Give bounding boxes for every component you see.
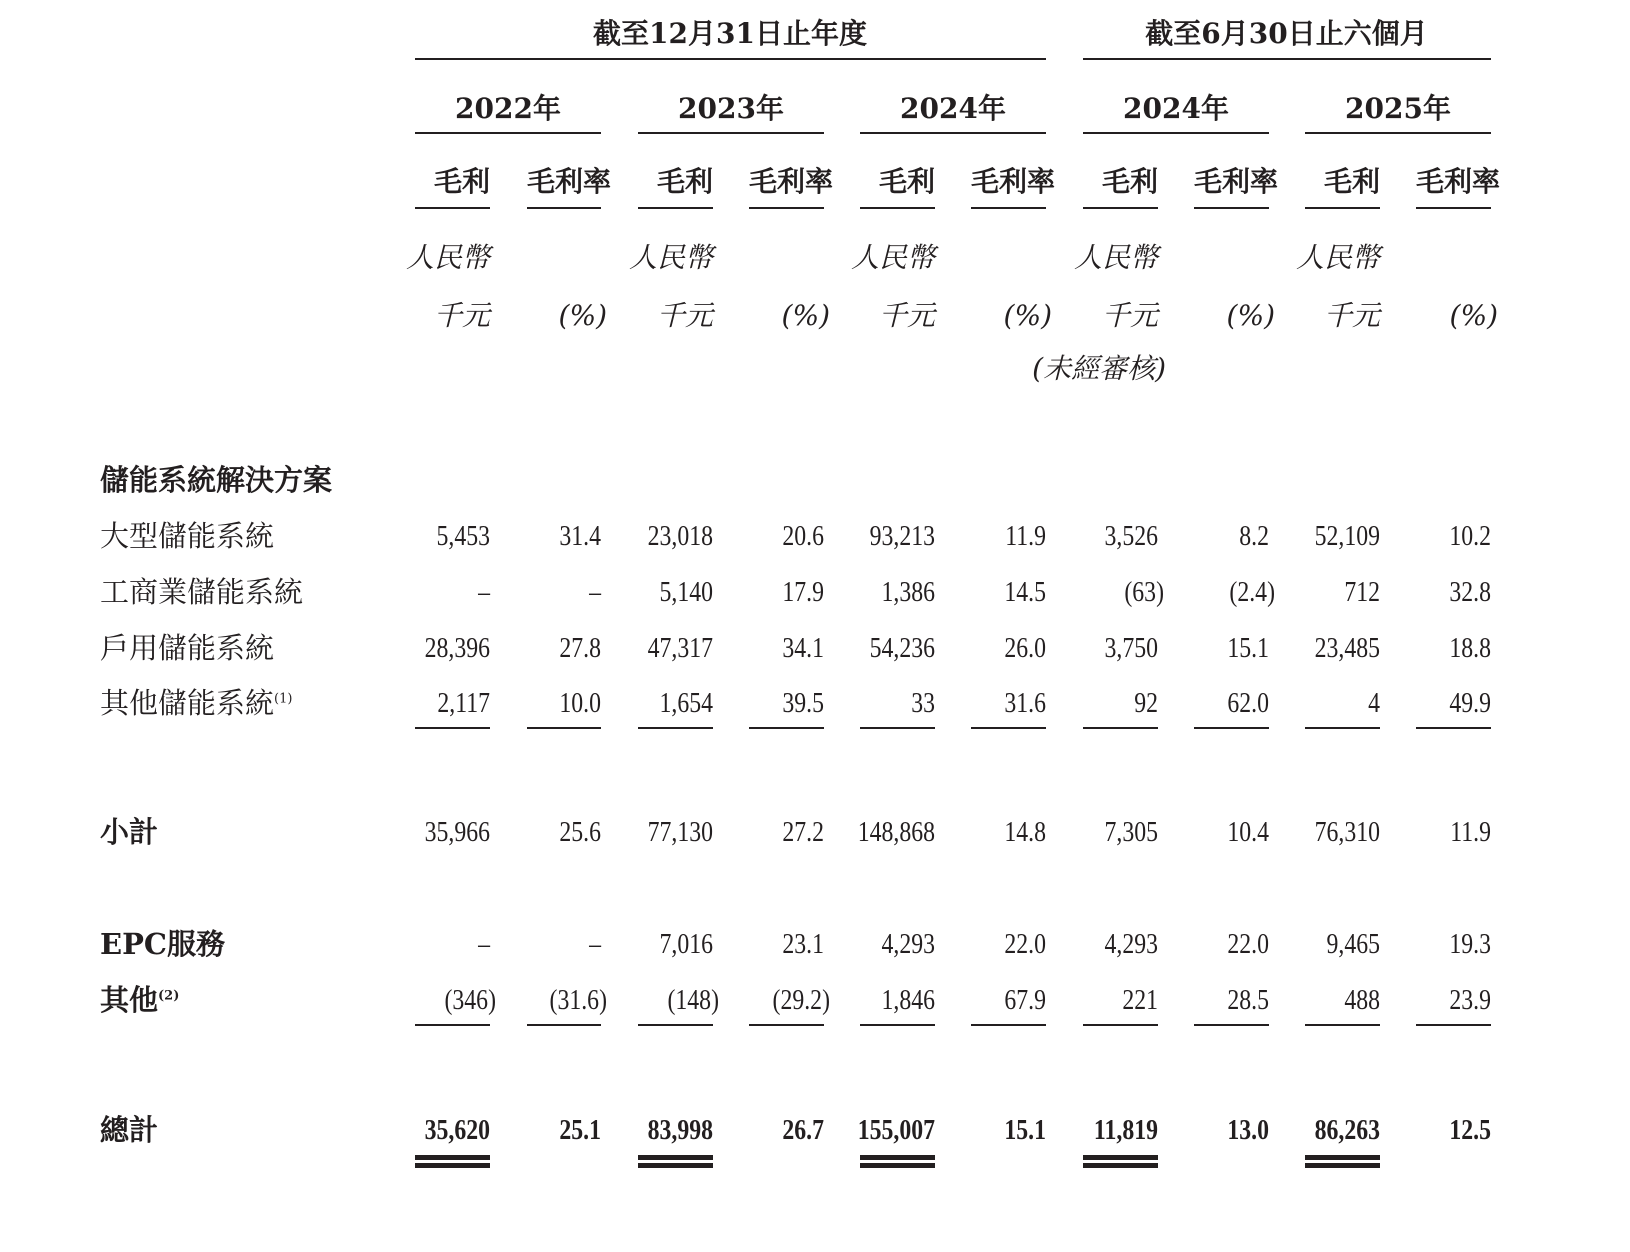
total-double-rule <box>415 1155 490 1160</box>
header-rule <box>860 207 935 209</box>
cell-value: 11.9 <box>1005 520 1046 552</box>
cell-value: 54,236 <box>869 632 935 664</box>
header-rule <box>1416 207 1491 209</box>
cell-value: 27.2 <box>782 816 824 848</box>
cell-value-total: 13.0 <box>1227 1114 1269 1146</box>
subtotal-rule <box>1305 727 1380 729</box>
cell-value: 3,750 <box>1104 632 1158 664</box>
cell-value: 712 <box>1344 576 1380 608</box>
col-header-margin: 毛利率 <box>527 165 612 198</box>
cell-value: 2,117 <box>437 687 490 719</box>
cell-value: 11.9 <box>1450 816 1491 848</box>
year-header: 2023年 <box>678 92 784 125</box>
row-label: 總計 <box>100 1113 159 1147</box>
cell-value: (63) <box>1124 576 1164 608</box>
header-rule <box>971 207 1046 209</box>
header-rule <box>1305 132 1491 134</box>
cell-value: 47,317 <box>647 632 713 664</box>
cell-value: 23,485 <box>1314 632 1380 664</box>
cell-value: 76,310 <box>1314 816 1380 848</box>
header-rule <box>527 207 601 209</box>
cell-value: 27.8 <box>559 632 601 664</box>
cell-value: (148) <box>667 984 719 1016</box>
row-label: 其他儲能系統$^{(1)}$ <box>100 686 293 720</box>
subtotal-rule <box>527 1024 601 1026</box>
col-header-gross-profit: 毛利 <box>1101 165 1158 198</box>
header-rule <box>638 132 824 134</box>
cell-value: 23.9 <box>1449 984 1491 1016</box>
cell-value: 148,868 <box>857 816 935 848</box>
header-rule <box>415 207 490 209</box>
cell-value: 8.2 <box>1239 520 1269 552</box>
total-double-rule <box>638 1155 713 1160</box>
footnote-ref: (1) <box>274 691 293 707</box>
cell-value: (29.2) <box>772 984 830 1016</box>
header-rule <box>415 132 601 134</box>
unit-thousand: 千元 <box>1323 299 1380 332</box>
cell-value: 39.5 <box>782 687 824 719</box>
cell-value: 26.0 <box>1004 632 1046 664</box>
cell-value: 15.1 <box>1227 632 1269 664</box>
header-group-interim: 截至6月30日止六個月 <box>1145 17 1428 50</box>
header-rule <box>1305 207 1380 209</box>
subtotal-rule <box>1083 727 1158 729</box>
cell-value: 17.9 <box>782 576 824 608</box>
cell-value: – <box>589 576 601 608</box>
cell-value: – <box>478 928 490 960</box>
cell-value: 14.8 <box>1004 816 1046 848</box>
cell-value: 92 <box>1134 687 1158 719</box>
total-double-rule <box>415 1163 490 1168</box>
header-rule <box>638 207 713 209</box>
cell-value: 19.3 <box>1449 928 1491 960</box>
cell-value: 28.5 <box>1227 984 1269 1016</box>
col-header-margin: 毛利率 <box>1194 165 1279 198</box>
unit-pct: (%) <box>1449 299 1498 332</box>
row-label: EPC服務 <box>100 927 225 961</box>
cell-value: 22.0 <box>1227 928 1269 960</box>
total-double-rule <box>1083 1163 1158 1168</box>
row-label: 工商業儲能系統 <box>100 575 304 609</box>
cell-value: – <box>589 928 601 960</box>
cell-value: 10.0 <box>559 687 601 719</box>
cell-value: 4 <box>1368 687 1380 719</box>
unit-rmb: 人民幣 <box>850 241 935 274</box>
cell-value: 52,109 <box>1314 520 1380 552</box>
unit-thousand: 千元 <box>656 299 713 332</box>
cell-value: 32.8 <box>1449 576 1491 608</box>
cell-value: 23,018 <box>647 520 713 552</box>
col-header-margin: 毛利率 <box>749 165 834 198</box>
cell-value: (31.6) <box>549 984 607 1016</box>
cell-value: 4,293 <box>1104 928 1158 960</box>
cell-value: 77,130 <box>647 816 713 848</box>
total-double-rule <box>1305 1163 1380 1168</box>
total-double-rule <box>860 1163 935 1168</box>
year-header: 2025年 <box>1345 92 1451 125</box>
cell-value: 35,966 <box>424 816 490 848</box>
header-rule <box>1083 207 1158 209</box>
cell-value: 31.6 <box>1004 687 1046 719</box>
subtotal-rule <box>971 1024 1046 1026</box>
col-header-margin: 毛利率 <box>971 165 1056 198</box>
year-header: 2024年 <box>1123 92 1229 125</box>
cell-value: 34.1 <box>782 632 824 664</box>
cell-value-total: 83,998 <box>647 1114 713 1146</box>
cell-value: 1,386 <box>881 576 935 608</box>
cell-value: 49.9 <box>1449 687 1491 719</box>
cell-value: 221 <box>1122 984 1158 1016</box>
cell-value: 4,293 <box>881 928 935 960</box>
cell-value: 31.4 <box>559 520 601 552</box>
subtotal-rule <box>638 727 713 729</box>
subtotal-rule <box>971 727 1046 729</box>
header-rule <box>749 207 824 209</box>
subtotal-rule <box>749 727 824 729</box>
cell-value: 67.9 <box>1004 984 1046 1016</box>
cell-value: 7,305 <box>1104 816 1158 848</box>
cell-value: 22.0 <box>1004 928 1046 960</box>
cell-value: 1,846 <box>881 984 935 1016</box>
unit-pct: (%) <box>558 299 607 332</box>
year-header: 2024年 <box>900 92 1006 125</box>
row-label: 小計 <box>100 815 159 849</box>
row-label: 其他$^{(2)}$ <box>100 983 180 1017</box>
cell-value: 10.4 <box>1227 816 1269 848</box>
col-header-gross-profit: 毛利 <box>656 165 713 198</box>
subtotal-rule <box>1194 1024 1269 1026</box>
header-rule <box>1083 58 1491 60</box>
cell-value-total: 35,620 <box>424 1114 490 1146</box>
cell-value: 25.6 <box>559 816 601 848</box>
unit-pct: (%) <box>781 299 830 332</box>
col-header-gross-profit: 毛利 <box>1323 165 1380 198</box>
unit-thousand: 千元 <box>1101 299 1158 332</box>
footnote-ref: (2) <box>158 988 180 1004</box>
subtotal-rule <box>860 727 935 729</box>
unaudited-note: (未經審核) <box>1032 352 1166 385</box>
subtotal-rule <box>1416 1024 1491 1026</box>
subtotal-rule <box>415 727 490 729</box>
cell-value: – <box>478 576 490 608</box>
unit-rmb: 人民幣 <box>1073 241 1158 274</box>
row-label: 大型儲能系統 <box>100 519 275 553</box>
cell-value-total: 26.7 <box>782 1114 824 1146</box>
subtotal-rule <box>1083 1024 1158 1026</box>
cell-value: 5,140 <box>659 576 713 608</box>
total-double-rule <box>1083 1155 1158 1160</box>
cell-value: 9,465 <box>1326 928 1380 960</box>
cell-value: 14.5 <box>1004 576 1046 608</box>
cell-value-total: 155,007 <box>857 1114 935 1146</box>
cell-value: 62.0 <box>1227 687 1269 719</box>
cell-value: 93,213 <box>869 520 935 552</box>
cell-value: 18.8 <box>1449 632 1491 664</box>
col-header-gross-profit: 毛利 <box>433 165 490 198</box>
cell-value: 5,453 <box>436 520 490 552</box>
header-rule <box>415 58 1046 60</box>
subtotal-rule <box>1305 1024 1380 1026</box>
cell-value-total: 25.1 <box>559 1114 601 1146</box>
cell-value: 10.2 <box>1449 520 1491 552</box>
cell-value: 20.6 <box>782 520 824 552</box>
year-header: 2022年 <box>455 92 561 125</box>
subtotal-rule <box>527 727 601 729</box>
cell-value: 488 <box>1344 984 1380 1016</box>
cell-value-total: 11,819 <box>1093 1114 1158 1146</box>
cell-value: 1,654 <box>659 687 713 719</box>
subtotal-rule <box>415 1024 490 1026</box>
total-double-rule <box>638 1163 713 1168</box>
header-rule <box>860 132 1046 134</box>
cell-value: 7,016 <box>659 928 713 960</box>
total-double-rule <box>860 1155 935 1160</box>
subtotal-rule <box>860 1024 935 1026</box>
cell-value: (346) <box>444 984 496 1016</box>
cell-value-total: 86,263 <box>1314 1114 1380 1146</box>
header-rule <box>1194 207 1269 209</box>
header-rule <box>1083 132 1269 134</box>
unit-rmb: 人民幣 <box>1295 241 1380 274</box>
col-header-gross-profit: 毛利 <box>878 165 935 198</box>
subtotal-rule <box>1416 727 1491 729</box>
cell-value-total: 12.5 <box>1449 1114 1491 1146</box>
subtotal-rule <box>749 1024 824 1026</box>
unit-pct: (%) <box>1003 299 1052 332</box>
unit-rmb: 人民幣 <box>628 241 713 274</box>
cell-value: 33 <box>911 687 935 719</box>
cell-value: 28,396 <box>424 632 490 664</box>
subtotal-rule <box>1194 727 1269 729</box>
col-header-margin: 毛利率 <box>1416 165 1501 198</box>
header-group-annual: 截至12月31日止年度 <box>593 17 867 50</box>
cell-value: (2.4) <box>1229 576 1275 608</box>
cell-value: 23.1 <box>782 928 824 960</box>
unit-thousand: 千元 <box>433 299 490 332</box>
unit-pct: (%) <box>1226 299 1275 332</box>
unit-rmb: 人民幣 <box>405 241 490 274</box>
section-heading-storage: 儲能系統解決方案 <box>100 463 333 497</box>
cell-value-total: 15.1 <box>1004 1114 1046 1146</box>
row-label: 戶用儲能系統 <box>100 631 275 665</box>
cell-value: 3,526 <box>1104 520 1158 552</box>
total-double-rule <box>1305 1155 1380 1160</box>
subtotal-rule <box>638 1024 713 1026</box>
unit-thousand: 千元 <box>878 299 935 332</box>
